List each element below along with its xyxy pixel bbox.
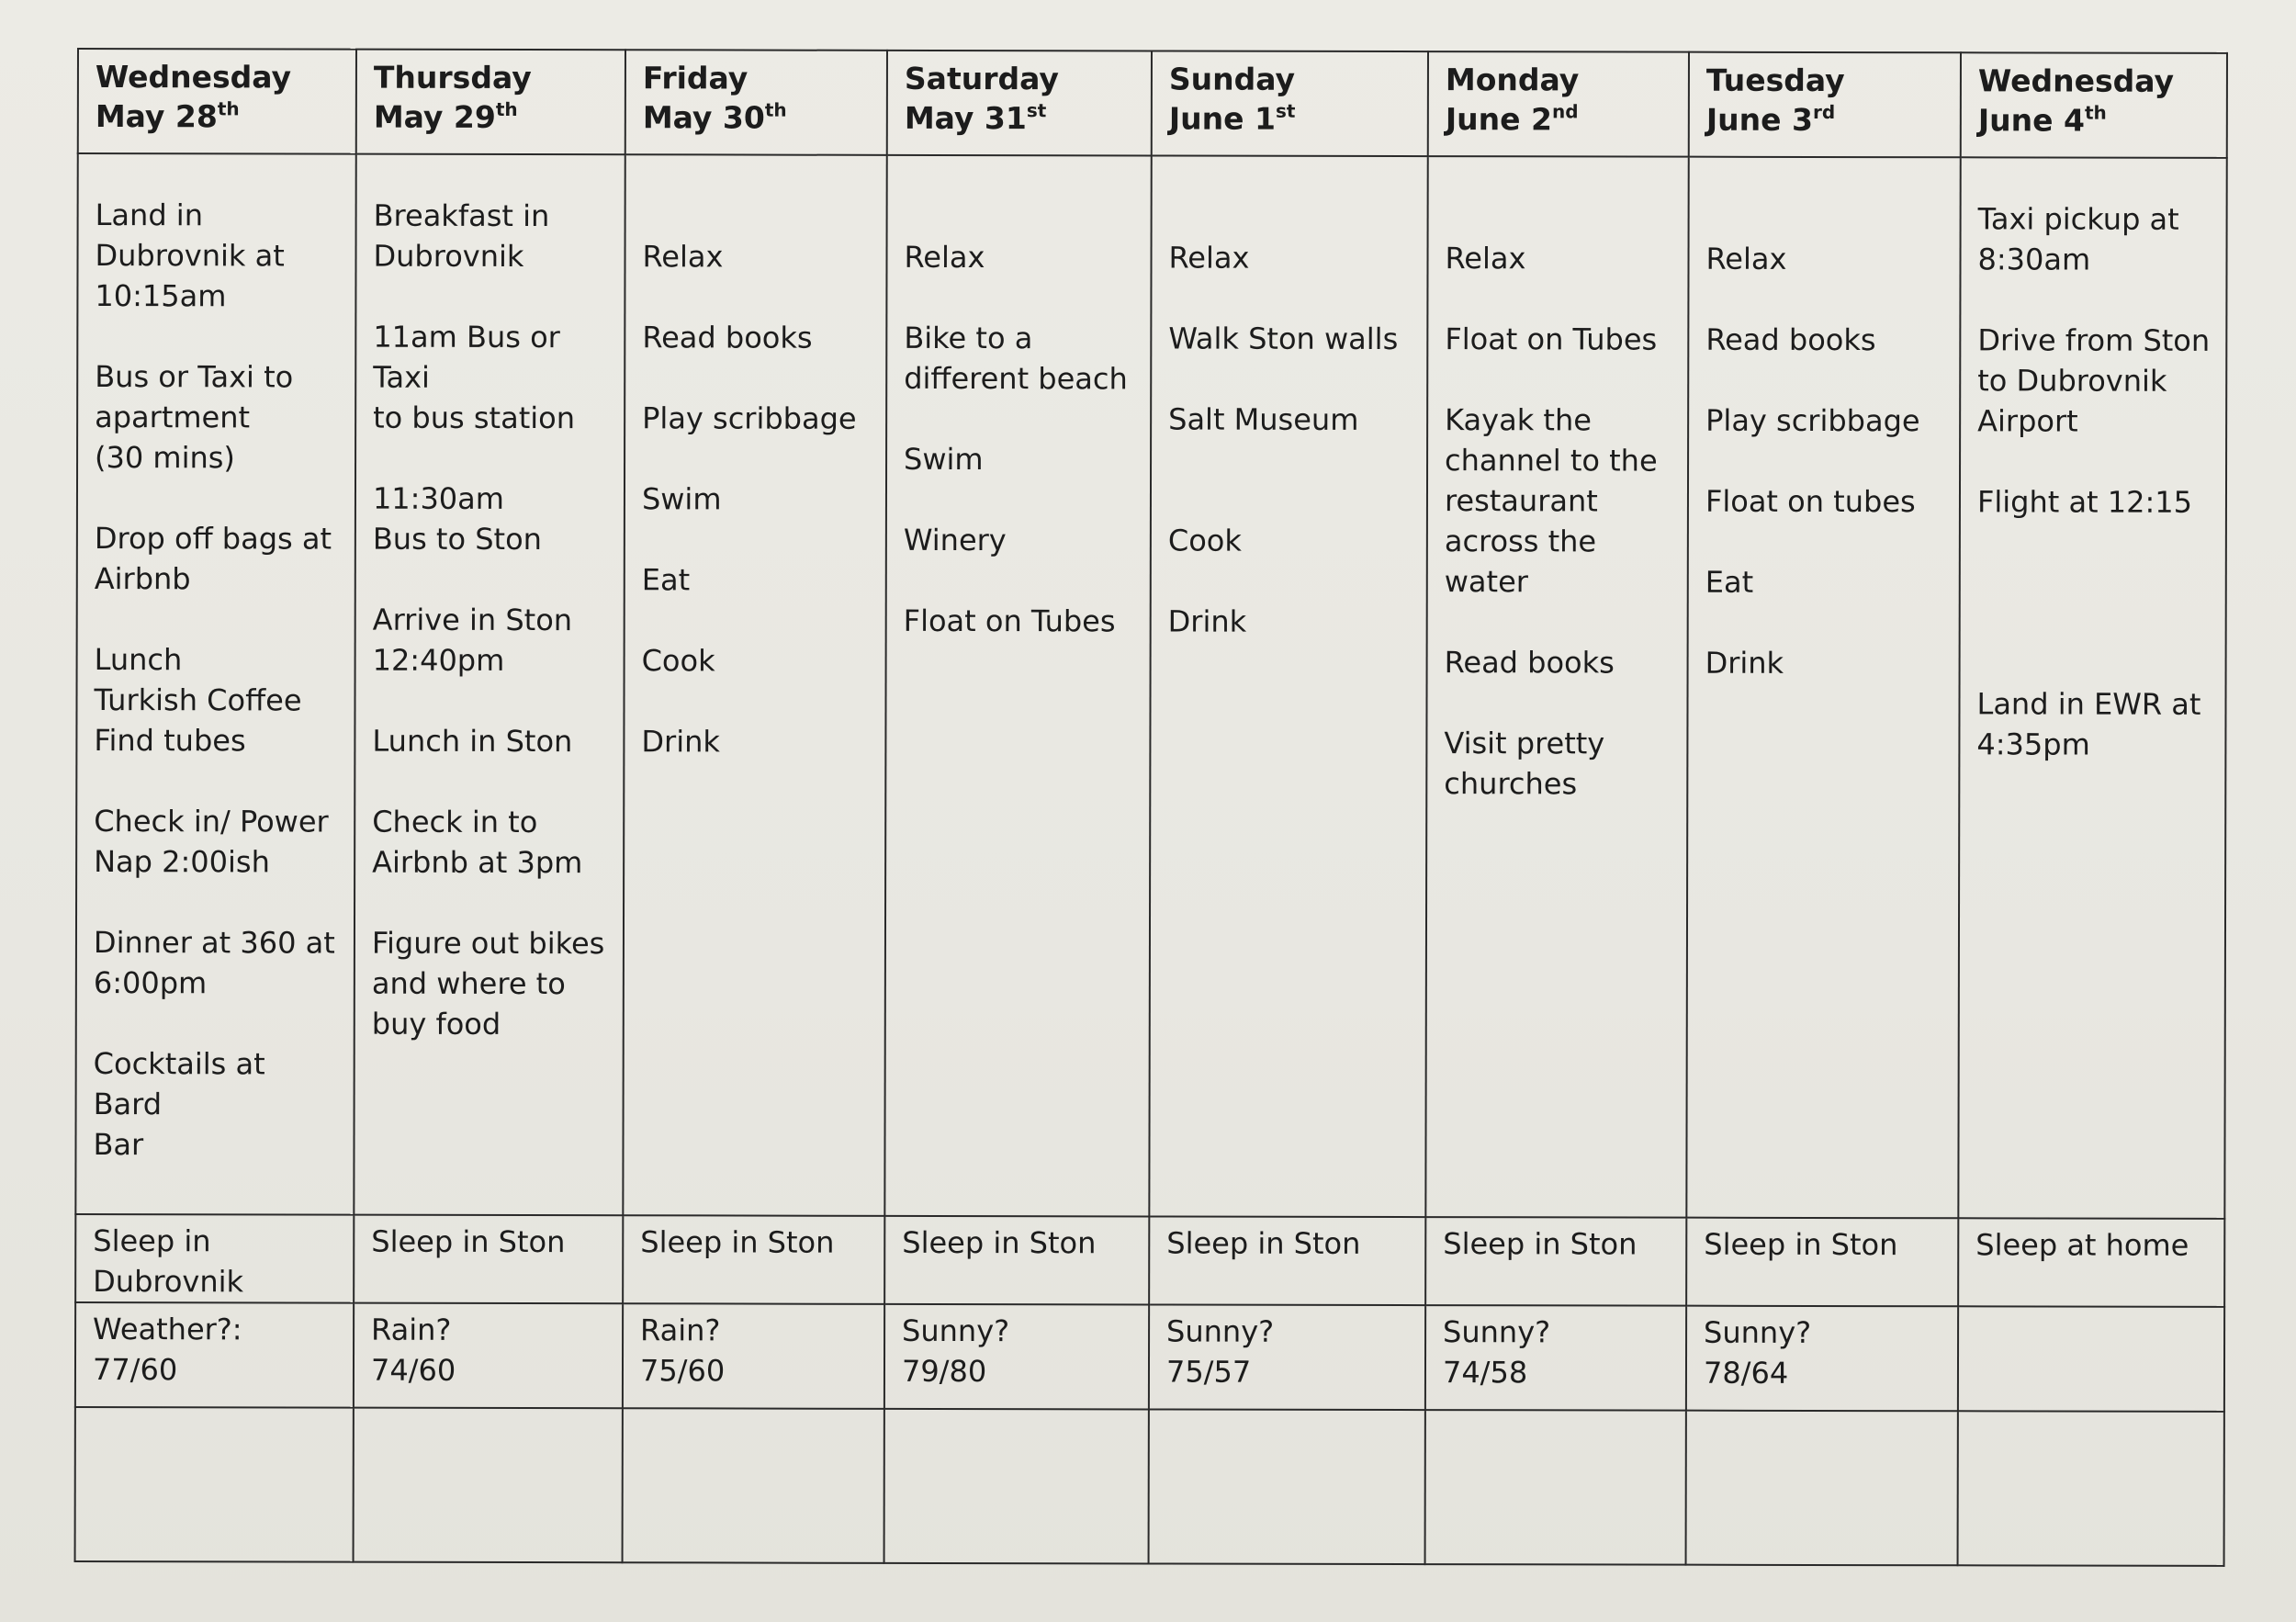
activities-cell (354, 154, 625, 1216)
activities-list: Relax Float on Tubes Kayak the channel to the restaurant across the water Read books Visit pretty churches (1444, 160, 1658, 802)
day-name: Saturday (904, 60, 1059, 97)
sleep-cell (884, 1216, 1149, 1305)
itinerary-table (74, 48, 2228, 1567)
sleep-cell (354, 1215, 623, 1304)
activities-list: Relax Read books Play scribbage Float on tubes Eat Drink (1705, 160, 1920, 681)
day-date-suffix: rd (1812, 100, 1836, 124)
day-date-text: May 29 (373, 98, 496, 135)
empty-cell (1425, 1410, 1686, 1565)
weather-text: Rain? 75/60 (639, 1312, 726, 1389)
sleep-text: Sleep in Ston (1704, 1226, 1898, 1263)
day-date (1978, 100, 2210, 141)
activities-cell (623, 154, 886, 1216)
weather-text: Sunny? 79/80 (901, 1312, 1010, 1390)
weather-cell (1686, 1306, 1958, 1412)
weather-text: Sunny? 74/58 (1442, 1314, 1551, 1391)
sleep-text: Sleep at home (1975, 1227, 2189, 1263)
activities-list: Relax Read books Play scribbage Swim Eat Cook Drink (641, 158, 857, 760)
activities-list: Breakfast in Dubrovnik 11am Bus or Taxi to bus station 11:30am Bus to Ston Arrive in Ston 12:40pm Lunch in Ston Check in to Airbnb at 3pm Figure out bikes and where to buy food (371, 157, 605, 1042)
header-row (78, 49, 2227, 158)
day-header (357, 51, 625, 138)
weather-row (75, 1302, 2224, 1412)
day-date-suffix: th (2084, 101, 2107, 124)
sleep-text: Sleep in Ston (902, 1224, 1097, 1261)
day-date-suffix: th (495, 97, 518, 121)
day-header-cell (1428, 51, 1689, 157)
day-header (626, 51, 886, 138)
activities-cell (1425, 156, 1688, 1218)
weather-text (1959, 1307, 2223, 1313)
day-date (643, 97, 870, 138)
day-date (374, 97, 608, 138)
empty-cell (623, 1408, 884, 1563)
day-date (1446, 99, 1671, 140)
empty-row (75, 1407, 2224, 1566)
day-date-text: May 31 (904, 99, 1027, 137)
empty-cell (1686, 1411, 1958, 1566)
weather-cell (354, 1303, 623, 1409)
weather-text: Sunny? 75/57 (1165, 1313, 1275, 1390)
day-header (1153, 51, 1427, 139)
day-date-text: June 2 (1445, 101, 1552, 138)
sleep-cell (75, 1214, 354, 1303)
day-header-cell (356, 50, 625, 155)
sleep-text: Sleep in Ston (1443, 1226, 1638, 1262)
weather-text: Rain? 74/60 (370, 1312, 456, 1388)
day-header-cell (78, 49, 356, 154)
day-date (1706, 100, 1943, 141)
day-name: Wednesday (95, 59, 292, 96)
day-date-text: May 30 (642, 99, 765, 136)
empty-cell (1958, 1411, 2224, 1566)
sleep-text: Sleep in Ston (371, 1223, 566, 1260)
day-date-suffix: th (764, 98, 787, 121)
day-name: Thursday (373, 59, 532, 96)
sleep-row (75, 1214, 2224, 1307)
activities-cell (1149, 155, 1427, 1217)
empty-cell (1149, 1409, 1425, 1564)
day-header-cell (1961, 52, 2227, 158)
day-name: Wednesday (1977, 62, 2175, 99)
day-date-text: June 3 (1705, 101, 1813, 138)
day-date-text: June 4 (1977, 102, 2085, 139)
activities-cell (75, 153, 355, 1215)
day-date (1169, 98, 1411, 139)
activities-list: Land in Dubrovnik at 10:15am Bus or Taxi to apartment (30 mins) Drop off bags at Airbnb Lunch Turkish Coffee Find tubes Check in/ Power Nap 2:00ish Dinner at 360 at 6:00pm Cocktails at Bard Bar (93, 157, 335, 1163)
day-date-suffix: st (1026, 99, 1047, 122)
weather-cell (884, 1304, 1149, 1410)
day-header (1962, 53, 2226, 141)
activities-list: Relax Walk Ston walls Salt Museum Cook Drink (1167, 159, 1399, 639)
activities-list: Relax Bike to a different beach Swim Winery Float on Tubes (903, 158, 1128, 639)
sleep-text: Sleep in Ston (640, 1224, 835, 1260)
day-date-suffix: th (217, 97, 240, 120)
sleep-cell (1149, 1216, 1425, 1305)
day-date (905, 98, 1134, 139)
weather-text: Weather?: 77/60 (92, 1312, 242, 1388)
weather-cell (623, 1303, 884, 1409)
day-date-suffix: st (1275, 99, 1296, 122)
day-header-cell (887, 51, 1152, 156)
weather-cell (75, 1302, 354, 1408)
sleep-cell (1425, 1217, 1686, 1306)
day-date (96, 96, 339, 137)
weather-text: Sunny? 78/64 (1703, 1314, 1812, 1391)
activities-cell (1686, 157, 1960, 1219)
day-date-text: May 28 (95, 98, 218, 135)
activities-list: Taxi pickup at 8:30am Drive from Ston to Dubrovnik Airport Flight at 12:15 Land in EWR at 4:35pm (1976, 161, 2211, 762)
day-header-cell (1689, 52, 1961, 158)
day-header (1429, 52, 1688, 140)
sleep-text: Sleep in Dubrovnik (93, 1223, 244, 1300)
day-name: Tuesday (1705, 62, 1845, 99)
sleep-cell (1686, 1218, 1958, 1307)
day-name: Monday (1445, 62, 1580, 98)
empty-cell (884, 1409, 1149, 1564)
sleep-text: Sleep in Ston (1166, 1225, 1361, 1261)
day-date-text: June 1 (1168, 100, 1276, 137)
sleep-cell (1958, 1218, 2224, 1307)
day-header (1690, 53, 1960, 141)
day-date-suffix: nd (1551, 100, 1579, 123)
day-name: Sunday (1168, 61, 1296, 97)
sleep-cell (623, 1215, 884, 1304)
weather-cell (1425, 1305, 1686, 1411)
day-header (888, 51, 1151, 139)
activities-row (75, 153, 2226, 1219)
day-header-cell (625, 50, 887, 155)
weather-cell (1958, 1306, 2224, 1412)
empty-cell (75, 1407, 354, 1562)
day-header (79, 50, 355, 137)
itinerary-sheet (74, 48, 2226, 1562)
activities-cell (884, 155, 1151, 1217)
weather-cell (1149, 1304, 1425, 1410)
empty-cell (354, 1408, 623, 1563)
day-header-cell (1152, 51, 1428, 156)
day-name: Friday (642, 60, 748, 96)
activities-cell (1958, 157, 2226, 1219)
